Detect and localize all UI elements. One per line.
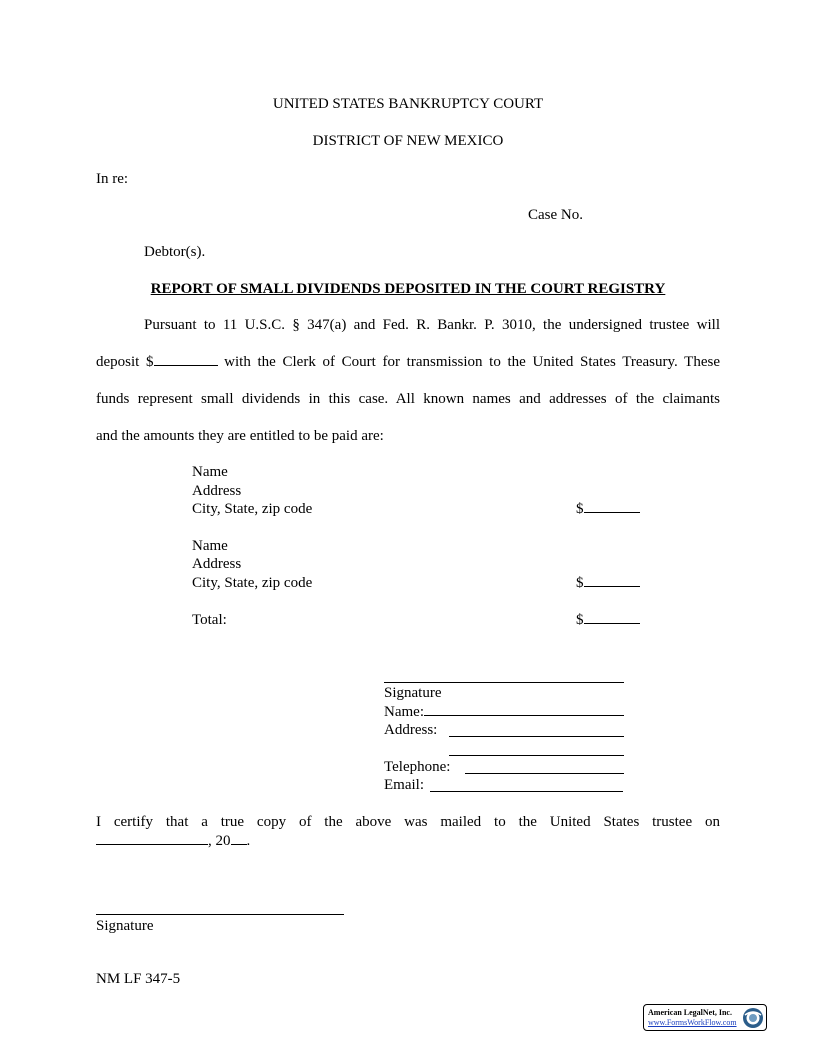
body-line-2 [96, 353, 720, 371]
name-field [384, 703, 624, 721]
case-number-label: Case No. [528, 207, 583, 223]
signature-line[interactable] [384, 682, 624, 683]
in-re-label: In re: [96, 171, 129, 187]
certify-year-prefix: , 20 [208, 833, 231, 849]
address-label: Address: [384, 722, 438, 738]
body-line-1 [144, 316, 720, 334]
telephone-field [384, 758, 450, 776]
total-label: Total: [192, 612, 227, 628]
claimant-1-amount [576, 500, 640, 518]
name-label: Name: [384, 704, 424, 720]
certify-line-1 [96, 813, 720, 831]
address-line-2[interactable] [449, 755, 624, 756]
claimant-1-amount-blank[interactable] [584, 500, 640, 513]
form-number: NM LF 347-5 [96, 971, 181, 987]
body-line-1-text: Pursuant to 11 U.S.C. § 347(a) and Fed. R. Bankr. P. 3010, the undersigned trustee will [144, 317, 720, 333]
total-dollar: $ [576, 612, 584, 628]
certify-line-2 [96, 832, 250, 850]
name-blank[interactable] [424, 703, 624, 716]
american-legalnet-badge[interactable] [643, 1004, 767, 1031]
deposit-amount-blank[interactable] [154, 353, 218, 366]
email-field [384, 776, 424, 794]
report-title: REPORT OF SMALL DIVIDENDS DEPOSITED IN THE COURT REGISTRY [150, 281, 666, 297]
claimant-2-amount-blank[interactable] [584, 574, 640, 587]
badge-company: American LegalNet, Inc. [648, 1008, 732, 1017]
globe-icon [742, 1007, 764, 1029]
address-line-1[interactable] [449, 736, 624, 737]
total-amount-blank[interactable] [584, 611, 640, 624]
claimant-2-amount [576, 574, 640, 592]
certify-year-blank[interactable] [231, 832, 247, 845]
badge-url[interactable]: www.FormsWorkFlow.com [648, 1018, 737, 1027]
claimant-2-dollar: $ [576, 575, 584, 591]
total-amount [576, 611, 640, 629]
telephone-label: Telephone: [384, 759, 451, 775]
debtor-label: Debtor(s). [144, 244, 206, 260]
body-line-2-end: with the Clerk of Court for transmission to the United States Treasury. These [217, 354, 720, 370]
body-line-2-start: deposit $ [96, 354, 154, 370]
bottom-signature-label: Signature [96, 918, 154, 934]
claimant-1-name: Name [192, 464, 228, 480]
claimant-2-name: Name [192, 538, 228, 554]
signature-label: Signature [384, 685, 442, 701]
claimant-1-city: City, State, zip code [192, 501, 313, 517]
bottom-signature-line[interactable] [96, 914, 344, 915]
telephone-line[interactable] [465, 773, 624, 774]
claimant-1-address: Address [192, 483, 242, 499]
certify-period: . [246, 833, 251, 849]
certify-text: I certify that a true copy of the above was mailed to the United States trustee on [96, 814, 720, 830]
body-line-3-text: funds represent small dividends in this case. All known names and addresses of the claimants [96, 391, 720, 407]
claimant-2-address: Address [192, 556, 242, 572]
claimant-1-dollar: $ [576, 501, 584, 517]
address-field [384, 721, 437, 739]
court-heading: UNITED STATES BANKRUPTCY COURT [272, 96, 544, 112]
email-line[interactable] [430, 791, 623, 792]
claimant-2-city: City, State, zip code [192, 575, 313, 591]
certify-date-blank[interactable] [96, 832, 208, 845]
district-heading: DISTRICT OF NEW MEXICO [312, 133, 504, 149]
body-line-4: and the amounts they are entitled to be paid are: [96, 428, 384, 444]
body-line-3 [96, 390, 720, 408]
email-label: Email: [384, 777, 424, 793]
